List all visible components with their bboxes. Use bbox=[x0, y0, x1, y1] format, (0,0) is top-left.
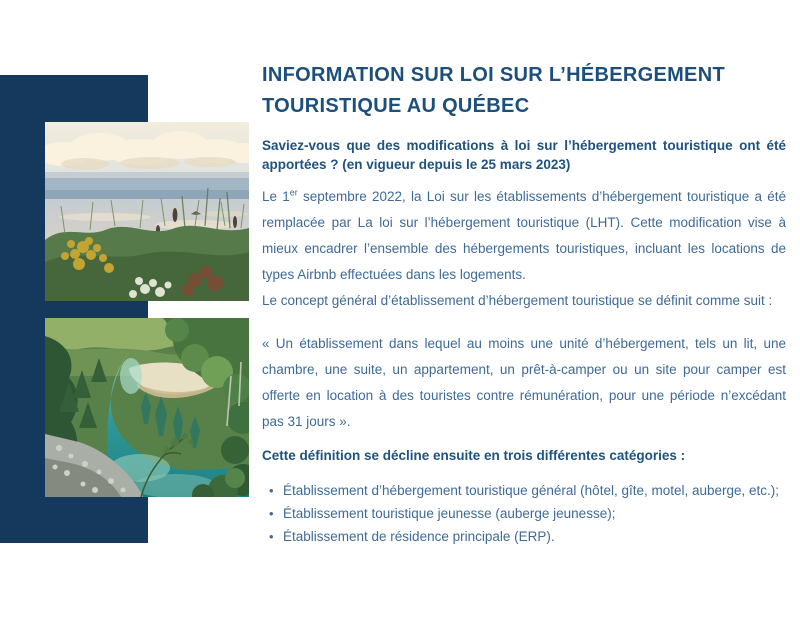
photo-river bbox=[45, 318, 249, 497]
paragraph-law-change bbox=[262, 184, 786, 288]
categories-list bbox=[262, 479, 786, 548]
photo-river-illustration bbox=[45, 318, 249, 497]
article-content bbox=[262, 60, 786, 548]
law-date-prefix: Le 1 bbox=[262, 189, 290, 204]
photo-seaside bbox=[45, 122, 249, 301]
paragraph-definition-quote: « Un établissement dans lequel au moins une unité d’hébergement, tels un lit, une chambre, une suite, un appartement, un prêt-à-camper ou un site pour camper est offerte en location à des touristes contre rémunération, pour une période n’excédant pas 31 jours ». bbox=[262, 336, 786, 429]
photo-seaside-illustration bbox=[45, 122, 249, 301]
intro-question: Saviez-vous que des modifications à loi sur l’hébergement touristique ont été apportées ? (en vigueur depuis le 25 mars 2023) bbox=[262, 138, 786, 172]
page-title: INFORMATION SUR LOI SUR L’HÉBERGEMENT TOURISTIQUE AU QUÉBEC bbox=[262, 64, 725, 117]
ordinal-superscript: er bbox=[289, 187, 298, 198]
categories-heading: Cette définition se décline ensuite en trois différentes catégories : bbox=[262, 448, 686, 463]
law-paragraph-body: septembre 2022, la Loi sur les établissements d’hébergement touristique a été remplacée par La loi sur l’hébergement touristique (LHT). Cette modification vise à mieux encadrer l’ensemble des hébergements touristiques, incluant les locations de types Airbnb effectuées dans les logements. bbox=[262, 189, 786, 282]
paragraph-concept-intro: Le concept général d’établissement d’hébergement touristique se définit comme suit : bbox=[262, 293, 773, 308]
list-item-general: • Établissement d’hébergement touristique général (hôtel, gîte, motel, auberge, etc.); bbox=[262, 479, 786, 502]
list-item-erp: • Établissement de résidence principale (ERP). bbox=[262, 525, 786, 548]
list-item-jeunesse: • Établissement touristique jeunesse (auberge jeunesse); bbox=[262, 502, 786, 525]
